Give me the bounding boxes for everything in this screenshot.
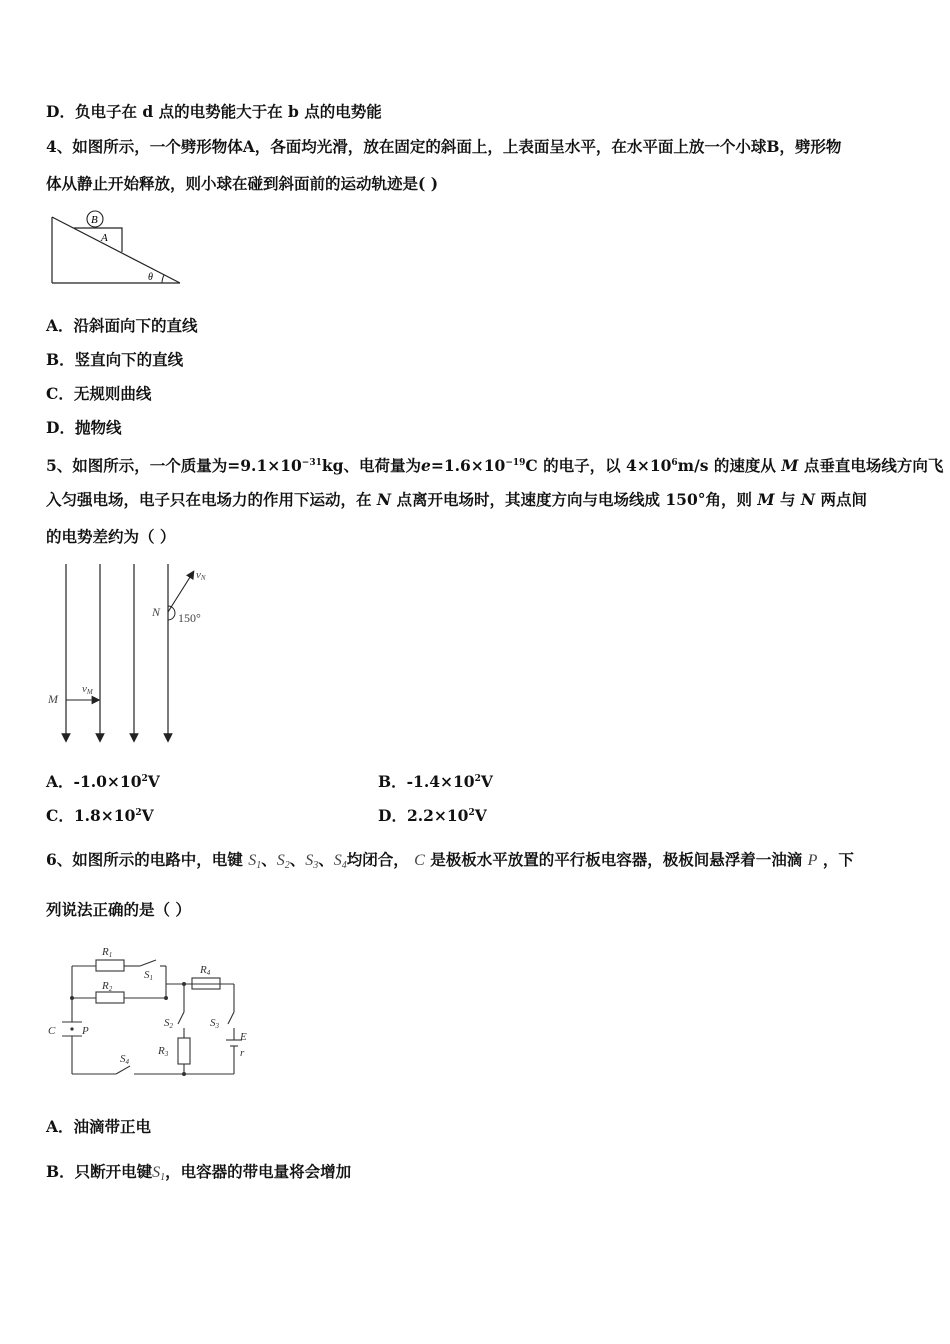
s2-label: S2 (164, 1017, 173, 1030)
q5-field-figure (40, 560, 230, 745)
ball-b-label: B (91, 214, 98, 226)
r4-label: R4 (200, 964, 211, 977)
theta-label: θ (148, 272, 153, 283)
s1-label: S1 (144, 969, 153, 982)
q6-circuit-figure (44, 940, 254, 1085)
m-point-label: M (48, 692, 58, 706)
q3-option-d: D．负电子在 d 点的电势能大于在 b 点的电势能 (46, 102, 382, 121)
vn-label: vN (196, 569, 206, 582)
q4-incline-figure (44, 205, 189, 287)
q6-stem-line2: 列说法正确的是（ ） (46, 900, 191, 919)
s3-label: S3 (210, 1017, 219, 1030)
q4-option-a: A．沿斜面向下的直线 (46, 316, 198, 335)
vm-label: vM (82, 683, 93, 696)
angle-150-label: 150° (178, 611, 201, 625)
r3-label: R3 (158, 1045, 169, 1058)
r2-label: R2 (102, 980, 113, 993)
q5-option-c: C．$1.8\times 10^2V$ (46, 806, 154, 826)
q6-stem-line1: 6、如图所示的电路中，电键 $S_1$、$S_2$、$S_3$、$S_4$均闭合， C 是极板水平放置的平行板电容器，极板间悬浮着一油滴 P ，下 (46, 850, 854, 871)
q6-option-b: B．只断开电键$S_1$，电容器的带电量将会增加 (46, 1162, 352, 1183)
q6-option-a: A．油滴带正电 (46, 1117, 152, 1136)
q4-option-d: D．抛物线 (46, 418, 122, 437)
e-label: E (240, 1031, 247, 1043)
r-label: r (240, 1047, 245, 1059)
q4-stem-line2: 体从静止开始释放，则小球在碰到斜面前的运动轨迹是( ) (46, 174, 439, 193)
q5-stem-line3: 的电势差约为（ ） (46, 527, 176, 546)
q5-stem-line2: 入匀强电场，电子只在电场力的作用下运动，在 N 点离开电场时，其速度方向与电场线成 150°角，则 M 与 N 两点间 (46, 490, 868, 509)
q4-option-c: C．无规则曲线 (46, 384, 152, 403)
block-a-label: A (101, 232, 108, 244)
q4-option-b: B．竖直向下的直线 (46, 350, 184, 369)
n-point-label: N (152, 605, 161, 619)
q4-stem-line1: 4、如图所示，一个劈形物体A，各面均光滑，放在固定的斜面上，上表面呈水平，在水平面上放一个小球B，劈形物 (46, 137, 842, 156)
p-label: P (82, 1025, 89, 1037)
c-label: C (48, 1025, 56, 1037)
q5-stem-line1: 5、如图所示，一个质量为$=9.1\times 10^{-31}kg$、电荷量为$e=1.6\times 10^{-19}C$ 的电子，以 $4\times 10^6m/s$ 的速度从 M 点垂直电场线方向飞 (46, 456, 944, 476)
q5-option-a: A．$-1.0\times 10^2V$ (46, 772, 160, 792)
s4-label: S4 (120, 1053, 129, 1066)
q5-option-b: B．$-1.4\times 10^2V$ (378, 772, 493, 792)
r1-label: R1 (102, 946, 113, 959)
q5-option-d: D．$2.2\times 10^2V$ (378, 806, 487, 826)
